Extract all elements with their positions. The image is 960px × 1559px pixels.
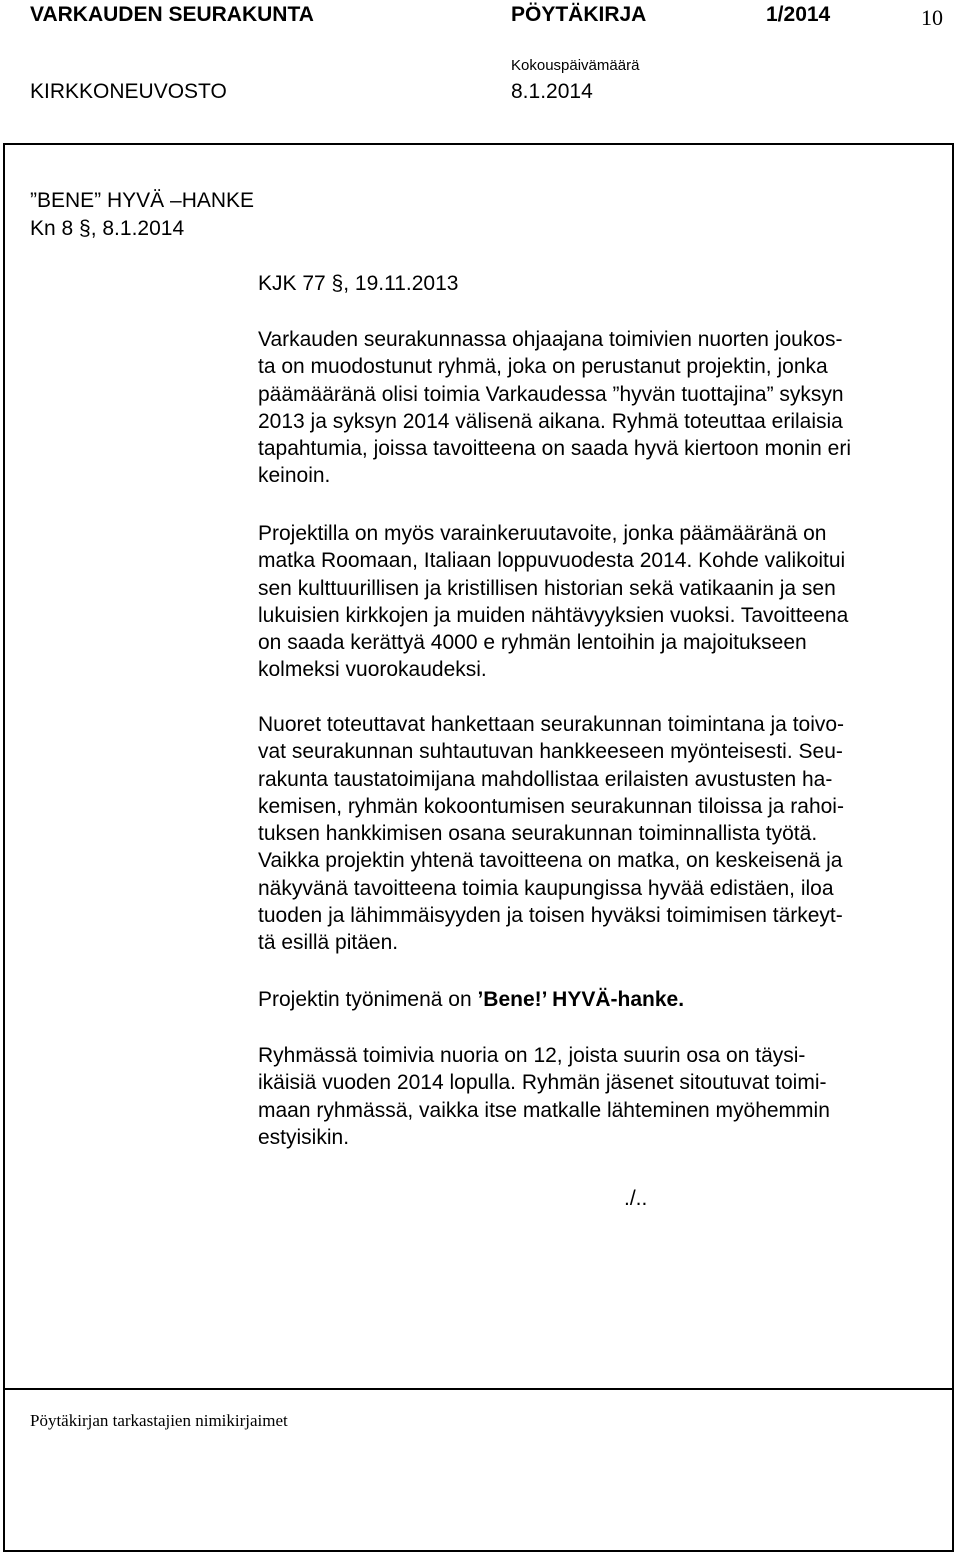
paragraph-line: tuoden ja lähimmäisyyden ja toisen hyväksi toimimisen tärkeyt-	[258, 904, 843, 928]
paragraph-line: matka Roomaan, Italiaan loppuvuodesta 2014. Kohde valikoitui	[258, 549, 846, 573]
meeting-date: 8.1.2014	[511, 80, 593, 103]
prior-reference-block	[258, 270, 948, 297]
prior-reference: KJK 77 §, 19.11.2013	[258, 272, 459, 295]
paragraph-line: Vaikka projektin yhtenä tavoitteena on matka, on keskeisenä ja	[258, 849, 843, 873]
paragraph-1	[258, 326, 948, 490]
project-name-line	[258, 986, 948, 1013]
paragraph-line: sen kulttuurillisen ja kristillisen historian sekä vatikaanin ja sen	[258, 576, 836, 600]
paragraph-2	[258, 520, 948, 684]
meeting-date-label: Kokouspäivämäärä	[511, 57, 640, 74]
item-title: ”BENE” HYVÄ –HANKE	[30, 189, 255, 212]
paragraph-line: Ryhmässä toimivia nuoria on 12, joista suurin osa on täysi-	[258, 1044, 806, 1067]
document-number: 1/2014	[766, 3, 831, 26]
governing-body: KIRKKONEUVOSTO	[30, 80, 227, 103]
paragraph-line: tä esillä pitäen.	[258, 931, 399, 955]
paragraph-line: Varkauden seurakunnassa ohjaajana toimivien nuorten joukos-	[258, 328, 843, 351]
paragraph-line: 2013 ja syksyn 2014 välisenä aikana. Ryhmä toteuttaa erilaisia	[258, 409, 843, 433]
paragraph-line: lukuisien kirkkojen ja muiden nähtävyyksien vuoksi. Tavoitteena	[258, 603, 849, 627]
paragraph-line: estyisikin.	[258, 1125, 350, 1149]
paragraph-line: ikäisiä vuoden 2014 lopulla. Ryhmän jäsenet sitoutuvat toimi-	[258, 1071, 827, 1095]
paragraph-3	[258, 711, 948, 957]
paragraph-line: tuksen hankkimisen osana seurakunnan toiminnallista työtä.	[258, 822, 818, 846]
paragraph-line: Nuoret toteuttavat hankettaan seurakunnan toimintana ja toivo-	[258, 713, 845, 736]
org-name: VARKAUDEN SEURAKUNTA	[30, 3, 314, 26]
paragraph-line: tapahtumia, joissa tavoitteena on saada hyvä kiertoon monin eri	[258, 437, 852, 461]
paragraph-4	[258, 986, 948, 1013]
paragraph-5	[258, 1042, 948, 1151]
continuation-mark: ./..	[624, 1187, 648, 1210]
paragraph-line: ta on muodostunut ryhmä, joka on perustanut projektin, jonka	[258, 355, 828, 379]
paragraph-line: on saada kerättyä 4000 e ryhmän lentoihin ja majoitukseen	[258, 631, 807, 655]
paragraph-line: maan ryhmässä, vaikka itse matkalle lähteminen myöhemmin	[258, 1098, 830, 1122]
item-reference: Kn 8 §, 8.1.2014	[30, 217, 185, 240]
paragraph-line: rakunta taustatoimijana mahdollistaa erilaisten avustusten ha-	[258, 767, 833, 791]
paragraph-line: kemisen, ryhmän kokoontumisen seurakunnan tiloissa ja rahoi-	[258, 794, 844, 818]
project-name: ’Bene!’ HYVÄ-hanke.	[477, 988, 685, 1011]
document-type: PÖYTÄKIRJA	[511, 3, 647, 26]
page-number: 10	[921, 5, 943, 30]
signature-label: Pöytäkirjan tarkastajien nimikirjaimet	[30, 1411, 288, 1430]
paragraph-line: päämääränä olisi toimia Varkaudessa ”hyvän tuottajina” syksyn	[258, 382, 844, 406]
paragraph-line: vat seurakunnan suhtautuvan hankkeeseen myönteisesti. Seu-	[258, 740, 843, 764]
paragraph-line: kolmeksi vuorokaudeksi.	[258, 658, 487, 682]
signature-divider	[3, 1388, 954, 1390]
paragraph-line: Projektilla on myös varainkeruutavoite, jonka päämääränä on	[258, 522, 827, 545]
project-name-prefix: Projektin työnimenä on	[258, 988, 478, 1011]
paragraph-line: keinoin.	[258, 464, 331, 488]
paragraph-line: näkyvänä tavoitteena toimia kaupungissa hyvää edistäen, iloa	[258, 876, 834, 900]
